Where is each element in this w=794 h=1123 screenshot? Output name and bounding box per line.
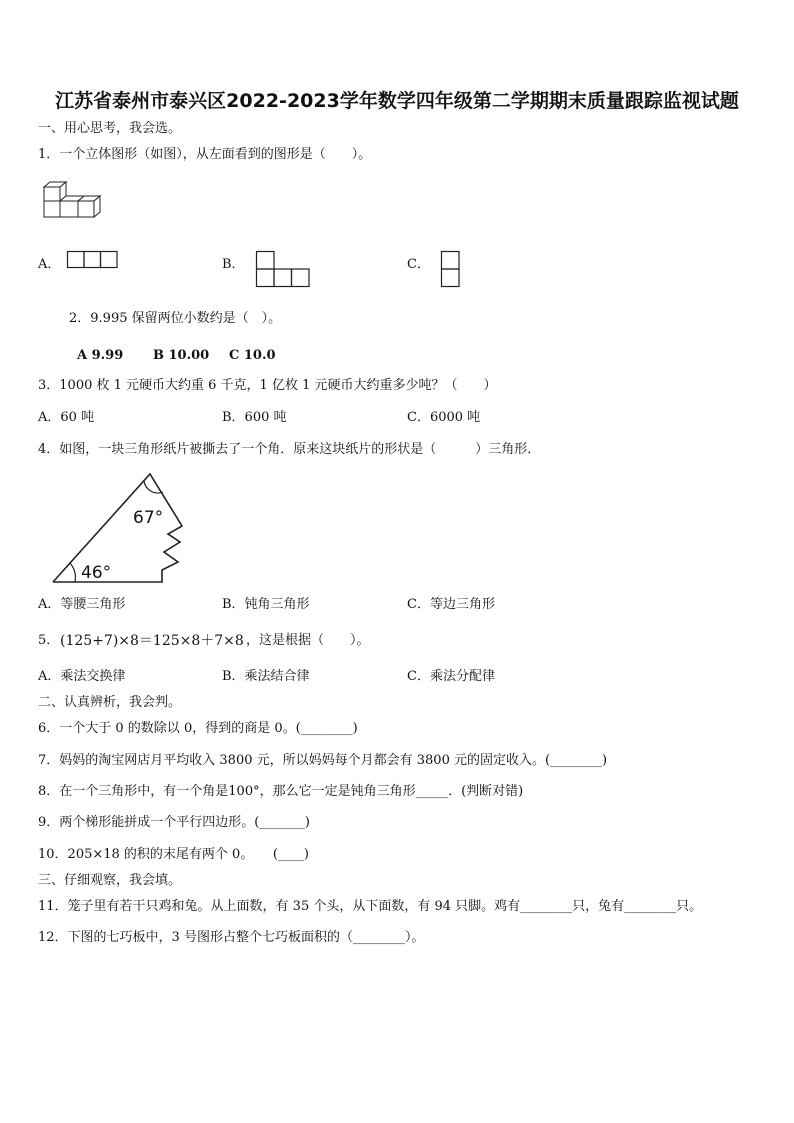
- q4-angle-46-label: 46°: [81, 563, 112, 583]
- question-5-number: 5．: [38, 633, 60, 648]
- q4-option-c[interactable]: C．等边三角形: [407, 597, 495, 612]
- question-3-text: 3．1000 枚 1 元硬币大约重 6 千克，1 亿枚 1 元硬币大约重多少吨？（ ）: [38, 378, 497, 393]
- q1-solid-figure: [40, 181, 100, 221]
- question-8-text: 8．在一个三角形中，有一个角是100°，那么它一定是钝角三角形_____．(判断对错): [38, 784, 524, 799]
- q3-option-a[interactable]: A．60 吨: [38, 410, 95, 425]
- q1-option-c-label[interactable]: C．: [407, 257, 430, 272]
- q5-option-c[interactable]: C．乘法分配律: [407, 669, 495, 684]
- page-title: 江苏省泰州市泰兴区2022-2023学年数学四年级第二学期期末质量跟踪监视试题: [55, 90, 739, 112]
- question-12-text: 12．下图的七巧板中，3 号图形占整个七巧板面积的（________）。: [38, 930, 425, 945]
- question-5-formula: (125+7)×8＝125×8＋7×8: [60, 633, 244, 649]
- question-1-text: 1．一个立体图形（如图），从左面看到的图形是（ ）。: [38, 147, 372, 162]
- question-4-text: 4．如图，一块三角形纸片被撕去了一个角．原来这块纸片的形状是（ ）三角形．: [38, 442, 541, 457]
- question-2-text: 2．9.995 保留两位小数约是（ ）。: [69, 311, 282, 326]
- q1-option-b-figure: [256, 251, 311, 289]
- section-heading-3: 三、仔细观察，我会填。: [38, 873, 182, 888]
- section-heading-1: 一、用心思考，我会选。: [38, 121, 182, 136]
- q1-option-c-figure: [441, 251, 461, 289]
- q4-torn-triangle-figure: [50, 470, 190, 588]
- q1-option-b-label[interactable]: B．: [222, 257, 245, 272]
- q5-option-b[interactable]: B．乘法结合律: [222, 669, 310, 684]
- question-6-text: 6．一个大于 0 的数除以 0，得到的商是 0。(________): [38, 721, 358, 736]
- q5-option-a[interactable]: A．乘法交换律: [38, 669, 126, 684]
- section-heading-2: 二、认真辨析，我会判。: [38, 695, 182, 710]
- q4-angle-67-label: 67°: [133, 508, 164, 528]
- q2-option-b[interactable]: B 10.00: [153, 348, 210, 363]
- q1-option-a-figure: [67, 251, 119, 269]
- q3-option-c[interactable]: C．6000 吨: [407, 410, 481, 425]
- question-11-text: 11．笼子里有若干只鸡和兔。从上面数，有 35 个头，从下面数，有 94 只脚。鸡有________只，兔有________只。: [38, 899, 703, 914]
- q3-option-b[interactable]: B．600 吨: [222, 410, 287, 425]
- question-7-text: 7．妈妈的淘宝网店月平均收入 3800 元，所以妈妈每个月都会有 3800 元的固定收入。(________): [38, 753, 608, 768]
- q2-option-a[interactable]: A 9.99: [77, 348, 124, 363]
- q1-option-a-label[interactable]: A．: [38, 257, 61, 272]
- question-9-text: 9．两个梯形能拼成一个平行四边形。(_______): [38, 815, 310, 830]
- q4-option-a[interactable]: A．等腰三角形: [38, 597, 126, 612]
- question-10-text: 10．205×18 的积的末尾有两个 0。 (____): [38, 847, 309, 862]
- question-5-tail: ，这是根据（ ）。: [246, 633, 370, 648]
- q4-option-b[interactable]: B．钝角三角形: [222, 597, 310, 612]
- q2-option-c[interactable]: C 10.0: [229, 348, 276, 363]
